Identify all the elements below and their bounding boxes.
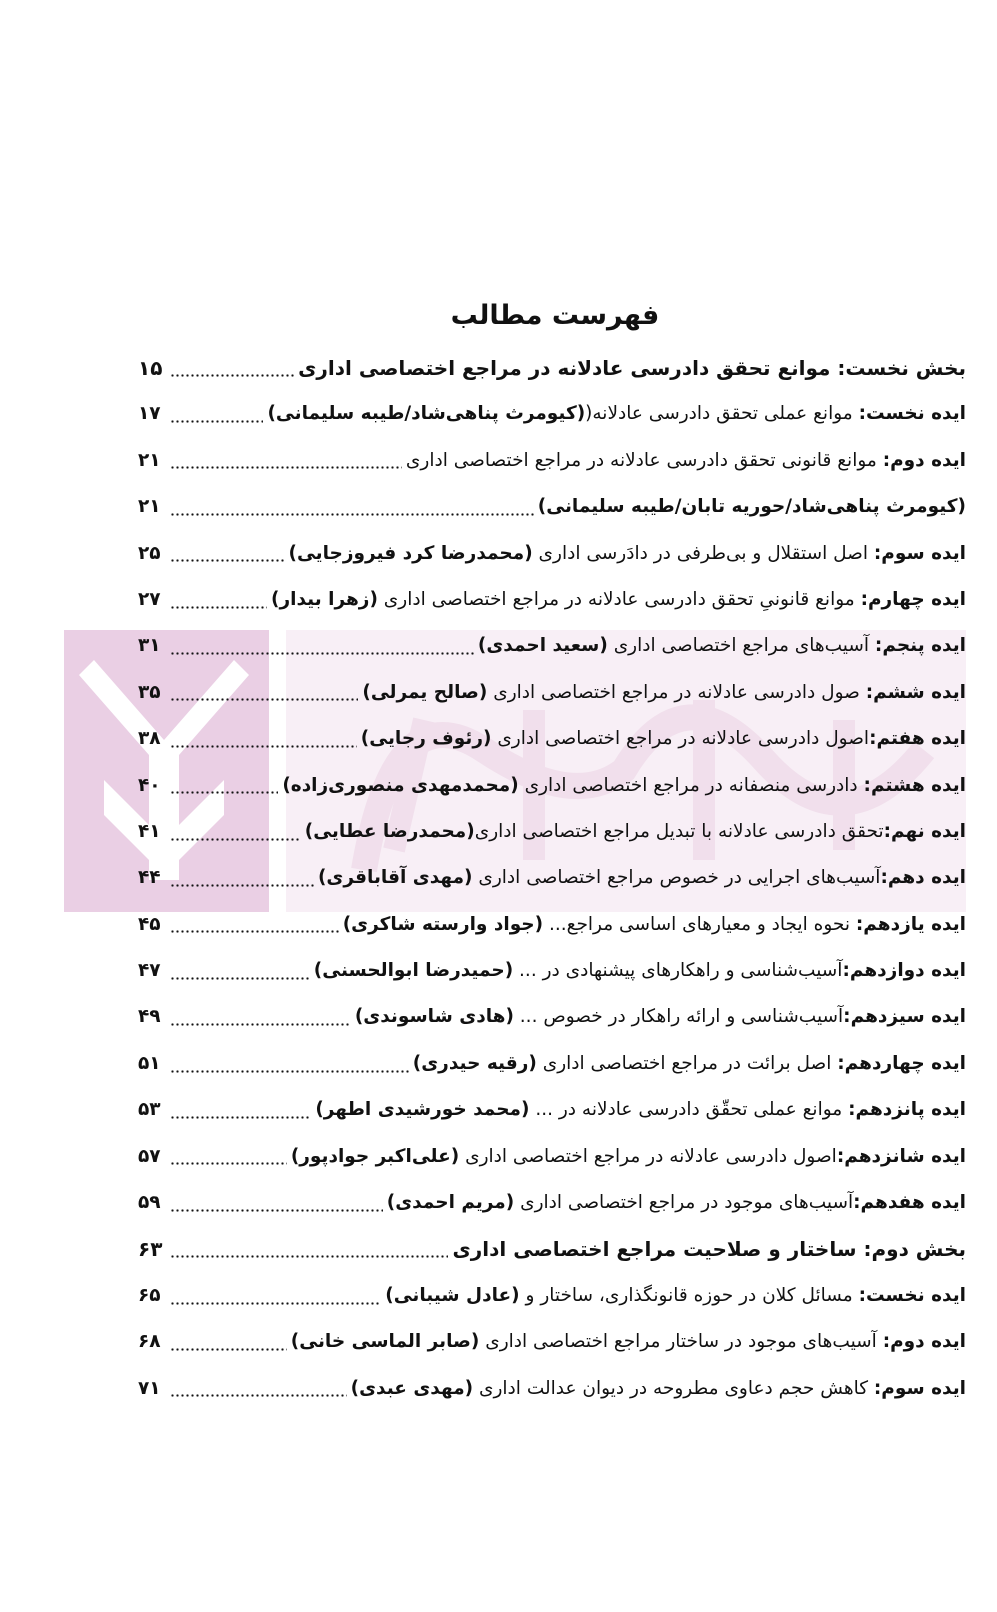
- dot-leader: [170, 930, 339, 933]
- dot-leader: [170, 559, 284, 562]
- page-number: ۲۵: [138, 542, 161, 564]
- dot-leader: [170, 513, 534, 516]
- toc-entry[interactable]: [138, 948, 966, 994]
- toc-entry[interactable]: [138, 763, 966, 809]
- dot-leader: [170, 977, 310, 980]
- dot-leader: [170, 466, 402, 469]
- toc-entry-text: اصول دادرسی عادلانه در مراجع اختصاصی اداری: [459, 1145, 837, 1167]
- page-number: ۴۵: [138, 913, 161, 935]
- toc-entry[interactable]: [138, 438, 966, 484]
- dot-leader: [170, 838, 301, 841]
- toc-entry-label: ایده سیزدهم:: [843, 1006, 966, 1028]
- toc-entry-label: بخش نخست:: [837, 356, 966, 380]
- toc-entry-author: (صالح یمرلی): [362, 681, 488, 703]
- dot-leader: [170, 1209, 383, 1212]
- toc-entry-author: (محمدمهدی منصوری‌زاده): [282, 774, 519, 796]
- page-number: ۲۱: [138, 496, 161, 518]
- dot-leader: [170, 1116, 311, 1119]
- toc-entry-title: [288, 531, 966, 577]
- toc-entry[interactable]: [138, 1319, 966, 1365]
- dot-leader: [170, 791, 278, 794]
- toc-part-heading[interactable]: [138, 345, 966, 391]
- toc-entry-text: آسیب‌های موجود در مراجع اختصاصی اداری: [514, 1192, 854, 1214]
- toc-entry-text: آسیب‌های موجود در ساختار مراجع اختصاصی اداری: [479, 1331, 883, 1353]
- page-number: ۱۵: [138, 356, 163, 380]
- dot-leader: [170, 1255, 448, 1258]
- toc-entry-label: ایده دهم:: [880, 867, 966, 889]
- toc-entry-label: ایده پنجم:: [874, 635, 966, 657]
- page-number: ۴۱: [138, 820, 161, 842]
- dot-leader: [170, 606, 267, 609]
- toc-entry-author: (محمدرضا کرد فیروزجایی): [288, 542, 533, 564]
- toc-entry-title: [351, 1366, 966, 1412]
- toc-entry[interactable]: [138, 391, 966, 437]
- toc-entry-title: [291, 1319, 966, 1365]
- toc-entry-label: ایده شانزدهم:: [836, 1145, 966, 1167]
- toc-entry-title: [291, 1134, 966, 1180]
- toc-entry[interactable]: [138, 1041, 966, 1087]
- page-number: ۵۳: [138, 1099, 161, 1121]
- toc-entry-title: [271, 577, 966, 623]
- toc-entry[interactable]: [138, 716, 966, 762]
- toc-entry-author: (زهرا بیدار): [271, 588, 378, 610]
- toc-entry[interactable]: [138, 531, 966, 577]
- toc-entry-label: ایده سوم:: [873, 1377, 966, 1399]
- toc-entry-text: موانع قانونیِ تحقق دادرسی عادلانه در مراجع اختصاصی اداری: [377, 588, 861, 610]
- toc-entry-author: (کیومرث پناهی‌شاد/طیبه سلیمانی): [267, 403, 586, 425]
- toc-entry-author: (محمد خورشیدی اطهر): [315, 1099, 530, 1121]
- toc-entry-author: (مهدی عبدی): [350, 1377, 474, 1399]
- toc-entry-title: [406, 438, 966, 484]
- page-number: ۴۰: [138, 774, 161, 796]
- toc-entry-label: ایده نهم:: [883, 820, 966, 842]
- dot-leader: [170, 1070, 409, 1073]
- toc-entry[interactable]: [138, 1366, 966, 1412]
- toc-entry-text: موانع عملی تحقّق دادرسی عادلانه در ...: [529, 1099, 849, 1121]
- page-number: ۵۹: [138, 1192, 161, 1214]
- toc-entry-text: موانع عملی تحقق دادرسی عادلانه(: [585, 403, 859, 425]
- toc-entry-title: [282, 763, 966, 809]
- toc-entry-author: (محمدرضا عطایی): [304, 820, 475, 842]
- page-number: ۲۱: [138, 449, 161, 471]
- toc-entry[interactable]: [138, 670, 966, 716]
- page-number: ۳۱: [138, 635, 161, 657]
- toc-entry-title: [385, 1273, 966, 1319]
- toc-entry[interactable]: [138, 855, 966, 901]
- toc-entry-text: موانع تحقق دادرسی عادلانه در مراجع اختصاصی اداری: [298, 356, 838, 380]
- page-number: ۷۱: [138, 1377, 161, 1399]
- dot-leader: [170, 698, 358, 701]
- dot-leader: [170, 420, 263, 423]
- dot-leader: [170, 1348, 287, 1351]
- toc-entry-author: (کیومرث پناهی‌شاد/حوریه تابان/طیبه سلیمانی): [537, 496, 966, 518]
- toc-entry-author: (مریم احمدی): [386, 1192, 515, 1214]
- toc-entry-title: [478, 623, 966, 669]
- toc-entry-title: [452, 1226, 966, 1272]
- toc-entry-label: ایده چهاردهم:: [837, 1052, 966, 1074]
- toc-entry-title: [538, 484, 966, 530]
- toc-entry-title: [362, 670, 966, 716]
- toc-entry-label: ایده هشتم:: [863, 774, 966, 796]
- toc-entry-author: (مهدی آقاباقری): [317, 867, 473, 889]
- table-of-contents: [138, 345, 966, 1412]
- toc-entry-text: آسیب‌شناسی و ارائه راهکار در خصوص ...: [513, 1006, 844, 1028]
- toc-entry-label: ایده دوم:: [882, 1331, 966, 1353]
- toc-entry-text: موانع قانونی تحقق دادرسی عادلانه در مراجع اختصاصی اداری: [405, 449, 883, 471]
- page-title: فهرست مطالب: [450, 300, 660, 331]
- toc-entry-title: [267, 391, 966, 437]
- page-number: ۶۸: [138, 1331, 161, 1353]
- toc-entry[interactable]: [138, 994, 966, 1040]
- toc-entry-author: (صابر الماسی خانی): [290, 1331, 480, 1353]
- dot-leader: [170, 1302, 381, 1305]
- toc-entry-text: اصل استقلال و بی‌طرفی در دادَرسی اداری: [532, 542, 874, 564]
- toc-entry-author: (جواد وارسته شاکری): [342, 913, 544, 935]
- toc-entry-author: (رقیه حیدری): [412, 1052, 537, 1074]
- dot-leader: [170, 374, 294, 377]
- toc-entry-text: ساختار و صلاحیت مراجع اختصاصی اداری: [452, 1237, 864, 1262]
- toc-entry-label: ایده یازدهم:: [855, 913, 966, 935]
- page-number: ۴۷: [138, 960, 161, 982]
- toc-entry-title: [343, 902, 966, 948]
- toc-entry-label: ایده پانزدهم:: [848, 1099, 966, 1121]
- toc-entry-text: اصل برائت در مراجع اختصاصی اداری: [536, 1052, 838, 1074]
- dot-leader: [170, 745, 357, 748]
- page-number: ۴۴: [138, 867, 161, 889]
- dot-leader: [170, 1023, 351, 1026]
- toc-entry-label: ایده هفتم:: [869, 728, 966, 750]
- toc-entry-title: [314, 948, 966, 994]
- toc-entry[interactable]: [138, 623, 966, 669]
- dot-leader: [170, 1394, 347, 1397]
- toc-entry-title: [355, 994, 966, 1040]
- toc-entry-text: صول دادرسی عادلانه در مراجع اختصاصی اداری: [487, 681, 866, 703]
- toc-entry[interactable]: [138, 577, 966, 623]
- page-number: ۱۷: [138, 403, 161, 425]
- toc-entry-author: (حمیدرضا ابوالحسنی): [313, 960, 514, 982]
- dot-leader: [170, 652, 474, 655]
- toc-entry-title: [305, 809, 966, 855]
- page-number: ۴۹: [138, 1006, 161, 1028]
- toc-entry-title: [413, 1041, 966, 1087]
- toc-entry-label: ایده سوم:: [873, 542, 966, 564]
- toc-entry-author: (عادل شیبانی): [385, 1284, 520, 1306]
- page-number: ۲۷: [138, 588, 161, 610]
- toc-entry-title: [315, 1087, 966, 1133]
- page-number: ۵۱: [138, 1052, 161, 1074]
- toc-entry-label: ایده نخست:: [858, 403, 966, 425]
- toc-entry-text: کاهش حجم دعاوی مطروحه در دیوان عدالت اداری: [473, 1377, 874, 1399]
- toc-entry-label: ایده دوازدهم:: [842, 960, 966, 982]
- toc-entry-label: ایده نخست:: [858, 1284, 966, 1306]
- page-number: ۶۳: [138, 1237, 163, 1262]
- toc-entry-label: ایده چهارم:: [860, 588, 966, 610]
- toc-entry-title: [318, 855, 966, 901]
- toc-entry[interactable]: [138, 1180, 966, 1226]
- toc-entry-text: آسیب‌های اجرایی در خصوص مراجع اختصاصی اداری: [472, 867, 881, 889]
- toc-entry-author: (رئوف رجایی): [360, 728, 492, 750]
- toc-entry-text: نحوه ایجاد و معیارهای اساسی مراجع...: [543, 913, 856, 935]
- toc-entry-label: ایده دوم:: [882, 449, 966, 471]
- toc-entry[interactable]: [138, 484, 966, 530]
- toc-entry[interactable]: [138, 1134, 966, 1180]
- dot-leader: [170, 1162, 287, 1165]
- page-number: ۶۵: [138, 1284, 161, 1306]
- toc-entry[interactable]: [138, 1087, 966, 1133]
- toc-entry-text: اصول دادرسی عادلانه در مراجع اختصاصی اداری: [491, 728, 870, 750]
- toc-entry[interactable]: [138, 902, 966, 948]
- toc-entry-title: [361, 716, 966, 762]
- page-number: ۳۵: [138, 681, 161, 703]
- dot-leader: [170, 884, 314, 887]
- toc-entry-text: آسیب‌شناسی و راهکارهای پیشنهادی در ...: [513, 960, 843, 982]
- toc-entry-text: تحقق دادرسی عادلانه با تبدیل مراجع اختصاصی اداری: [474, 820, 884, 842]
- toc-entry-label: بخش دوم:: [863, 1237, 966, 1262]
- toc-entry-label: ایده هفدهم:: [853, 1192, 966, 1214]
- page-number: ۳۸: [138, 728, 161, 750]
- toc-entry-label: ایده ششم:: [865, 681, 966, 703]
- toc-entry-author: (علی‌اکبر جوادپور): [290, 1145, 460, 1167]
- toc-entry-author: (هادی شاسوندی): [354, 1006, 514, 1028]
- toc-entry[interactable]: [138, 1273, 966, 1319]
- toc-entry-title: [298, 345, 966, 391]
- toc-entry-title: [387, 1180, 966, 1226]
- toc-entry-text: مسائل کلان در حوزه قانونگذاری، ساختار و: [519, 1284, 859, 1306]
- toc-entry-text: آسیب‌های مراجع اختصاصی اداری: [607, 635, 875, 657]
- page-number: ۵۷: [138, 1145, 161, 1167]
- toc-part-heading[interactable]: [138, 1226, 966, 1272]
- toc-entry-author: (سعید احمدی): [477, 635, 608, 657]
- toc-entry-text: دادرسی منصفانه در مراجع اختصاصی اداری: [518, 774, 864, 796]
- toc-entry[interactable]: [138, 809, 966, 855]
